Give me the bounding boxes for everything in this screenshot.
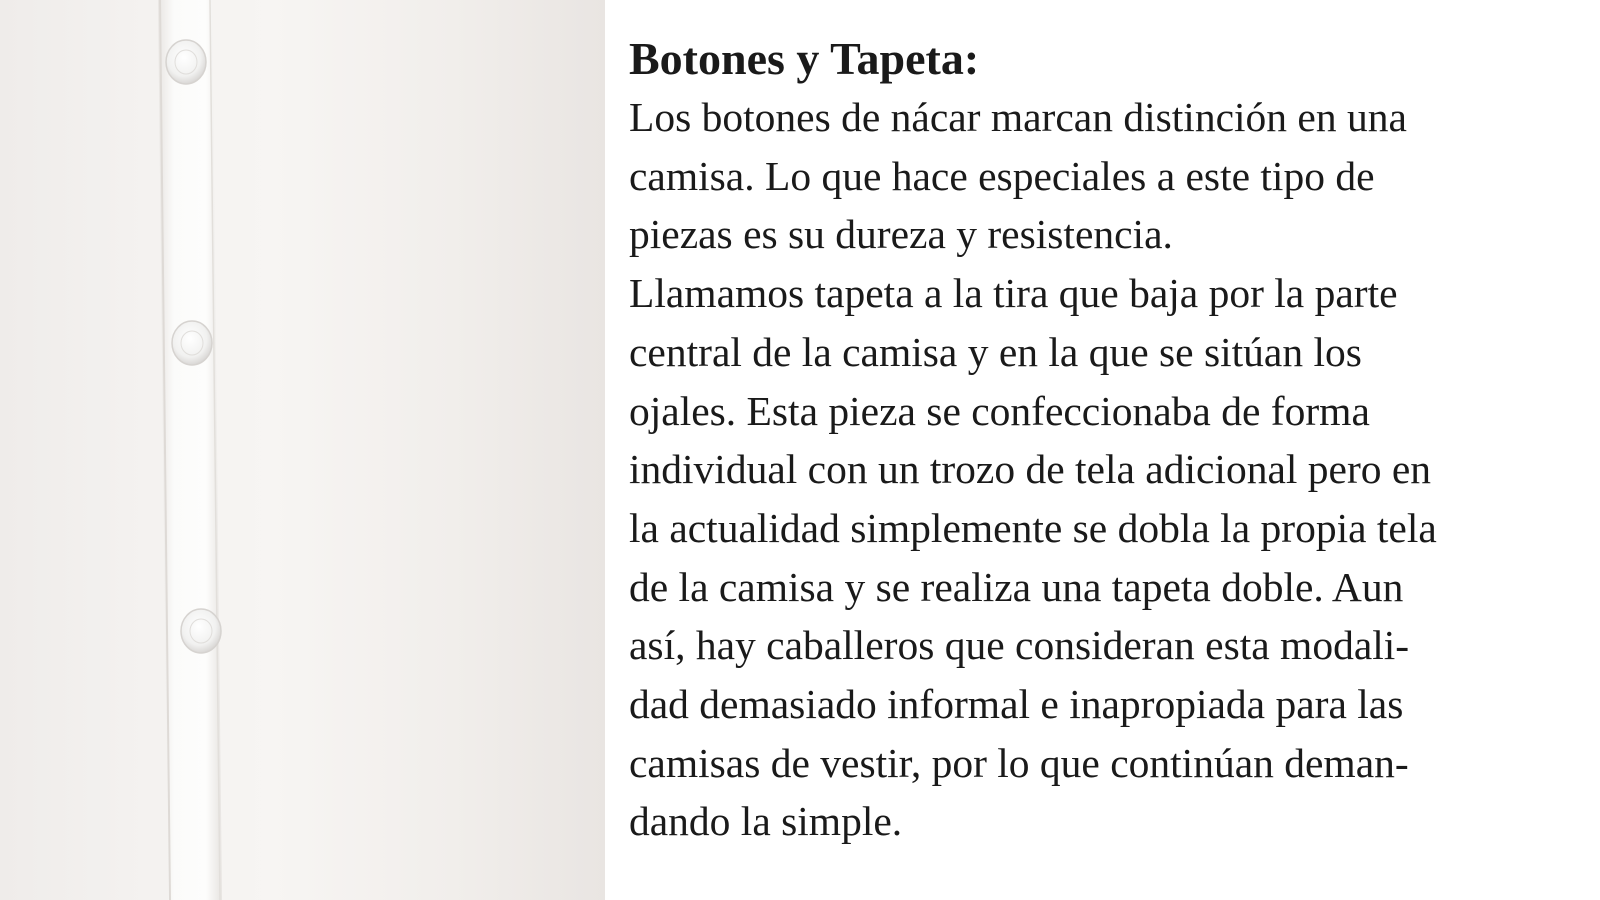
shirt-placket-photo [0, 0, 605, 900]
shirt-illustration [0, 0, 605, 900]
article-line: central de la camisa y en la que se sitúan los [629, 328, 1362, 375]
article-line: camisas de vestir, por lo que continúan deman- [629, 739, 1409, 786]
shirt-button-middle [172, 321, 212, 365]
article-line: la actualidad simplemente se dobla la propia tela [629, 504, 1437, 551]
article-line: de la camisa y se realiza una tapeta doble. Aun [629, 563, 1404, 610]
article-line: dando la simple. [629, 798, 903, 845]
article-line: ojales. Esta pieza se confeccionaba de forma [629, 387, 1370, 434]
article-line: camisa. Lo que hace especiales a este tipo de [629, 152, 1375, 199]
article-heading: Botones y Tapeta: [629, 33, 980, 84]
shirt-button-bottom [181, 609, 221, 653]
article-line: piezas es su dureza y resistencia. [629, 211, 1173, 258]
article-line: Los botones de nácar marcan distinción en una [629, 94, 1407, 140]
shirt-button-top [166, 40, 206, 84]
article-text-panel [605, 0, 1600, 900]
article-line: individual con un trozo de tela adicional pero en [629, 446, 1432, 493]
article-line: dad demasiado informal e inapropiada para las [629, 681, 1404, 728]
article-line: así, hay caballeros que consideran esta modali- [629, 622, 1410, 669]
article-line: Llamamos tapeta a la tira que baja por la parte [629, 270, 1398, 317]
